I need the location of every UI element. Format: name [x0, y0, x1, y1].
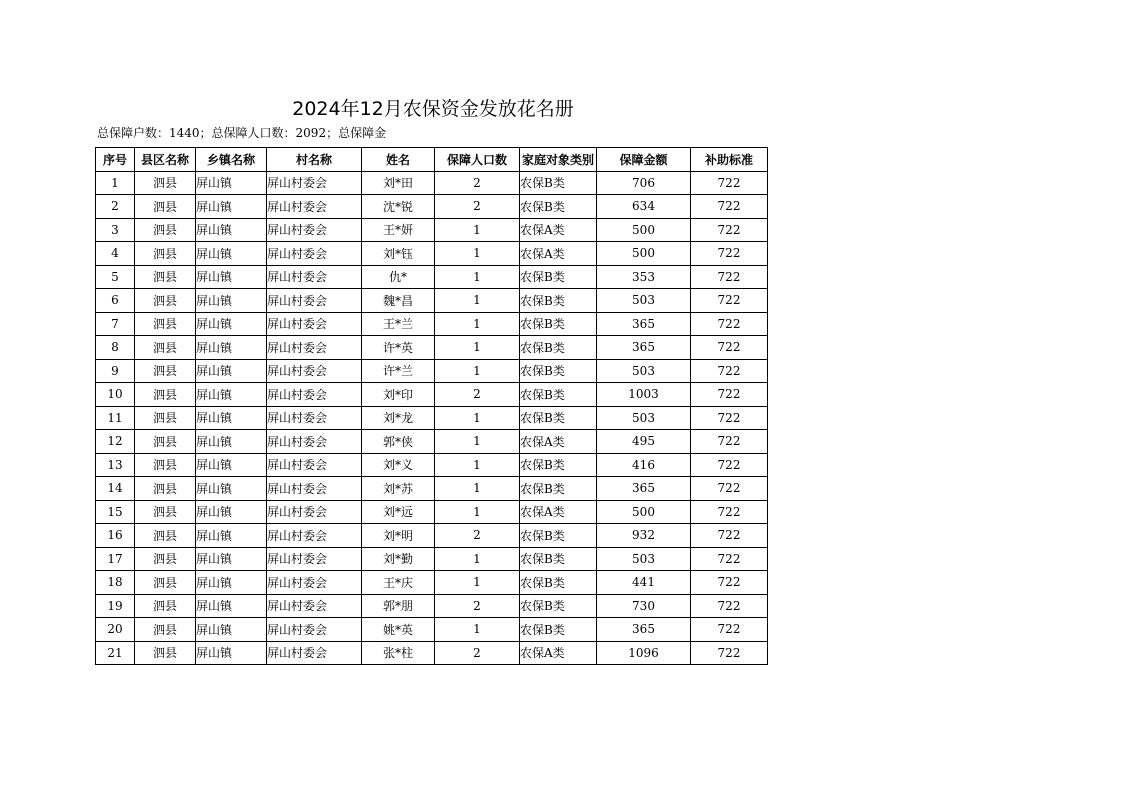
cell-index: 17 — [96, 547, 135, 571]
cell-index: 7 — [96, 312, 135, 336]
cell-name: 张*柱 — [362, 641, 435, 665]
table-row — [96, 406, 768, 430]
cell-standard: 722 — [691, 524, 768, 548]
cell-town: 屏山镇 — [196, 265, 267, 289]
cell-county: 泗县 — [135, 336, 196, 360]
cell-amount: 365 — [597, 618, 691, 642]
cell-population: 2 — [435, 195, 520, 219]
cell-index: 13 — [96, 453, 135, 477]
cell-population: 1 — [435, 336, 520, 360]
cell-category: 农保B类 — [520, 359, 597, 383]
cell-standard: 722 — [691, 547, 768, 571]
cell-amount: 353 — [597, 265, 691, 289]
cell-amount: 365 — [597, 312, 691, 336]
cell-population: 1 — [435, 618, 520, 642]
cell-amount: 500 — [597, 242, 691, 266]
cell-population: 1 — [435, 359, 520, 383]
table-row — [96, 430, 768, 454]
cell-name: 王*妍 — [362, 218, 435, 242]
cell-index: 15 — [96, 500, 135, 524]
cell-category: 农保A类 — [520, 218, 597, 242]
cell-standard: 722 — [691, 571, 768, 595]
cell-amount: 365 — [597, 336, 691, 360]
cell-population: 1 — [435, 571, 520, 595]
cell-amount: 503 — [597, 406, 691, 430]
cell-category: 农保B类 — [520, 195, 597, 219]
cell-population: 1 — [435, 406, 520, 430]
cell-population: 1 — [435, 477, 520, 501]
table-row — [96, 477, 768, 501]
cell-town: 屏山镇 — [196, 406, 267, 430]
cell-name: 仇* — [362, 265, 435, 289]
col-header-index: 序号 — [96, 148, 135, 172]
table-row — [96, 618, 768, 642]
table-row — [96, 171, 768, 195]
table-row — [96, 242, 768, 266]
cell-standard: 722 — [691, 406, 768, 430]
col-header-amount: 保障金额 — [597, 148, 691, 172]
cell-county: 泗县 — [135, 618, 196, 642]
cell-standard: 722 — [691, 383, 768, 407]
cell-village: 屏山村委会 — [267, 265, 362, 289]
cell-town: 屏山镇 — [196, 171, 267, 195]
cell-county: 泗县 — [135, 242, 196, 266]
cell-category: 农保B类 — [520, 618, 597, 642]
cell-standard: 722 — [691, 265, 768, 289]
cell-county: 泗县 — [135, 265, 196, 289]
cell-standard: 722 — [691, 500, 768, 524]
cell-town: 屏山镇 — [196, 453, 267, 477]
cell-index: 18 — [96, 571, 135, 595]
cell-county: 泗县 — [135, 195, 196, 219]
cell-name: 许*兰 — [362, 359, 435, 383]
cell-index: 9 — [96, 359, 135, 383]
cell-amount: 503 — [597, 289, 691, 313]
cell-population: 1 — [435, 289, 520, 313]
cell-category: 农保A类 — [520, 641, 597, 665]
cell-village: 屏山村委会 — [267, 453, 362, 477]
cell-county: 泗县 — [135, 453, 196, 477]
table-row — [96, 547, 768, 571]
cell-index: 5 — [96, 265, 135, 289]
cell-population: 1 — [435, 500, 520, 524]
cell-index: 8 — [96, 336, 135, 360]
cell-county: 泗县 — [135, 594, 196, 618]
cell-index: 16 — [96, 524, 135, 548]
cell-standard: 722 — [691, 430, 768, 454]
cell-category: 农保B类 — [520, 171, 597, 195]
cell-population: 1 — [435, 312, 520, 336]
cell-town: 屏山镇 — [196, 383, 267, 407]
cell-index: 3 — [96, 218, 135, 242]
cell-town: 屏山镇 — [196, 336, 267, 360]
cell-index: 12 — [96, 430, 135, 454]
cell-village: 屏山村委会 — [267, 336, 362, 360]
col-header-county: 县区名称 — [135, 148, 196, 172]
cell-index: 14 — [96, 477, 135, 501]
cell-name: 刘*田 — [362, 171, 435, 195]
table-row — [96, 336, 768, 360]
cell-population: 2 — [435, 383, 520, 407]
cell-category: 农保A类 — [520, 500, 597, 524]
table-row — [96, 594, 768, 618]
cell-category: 农保B类 — [520, 289, 597, 313]
cell-name: 刘*远 — [362, 500, 435, 524]
cell-category: 农保B类 — [520, 571, 597, 595]
cell-county: 泗县 — [135, 218, 196, 242]
cell-index: 11 — [96, 406, 135, 430]
cell-standard: 722 — [691, 312, 768, 336]
cell-index: 4 — [96, 242, 135, 266]
cell-county: 泗县 — [135, 289, 196, 313]
table-row — [96, 500, 768, 524]
cell-category: 农保B类 — [520, 453, 597, 477]
cell-name: 魏*昌 — [362, 289, 435, 313]
cell-category: 农保A类 — [520, 430, 597, 454]
cell-population: 1 — [435, 430, 520, 454]
cell-town: 屏山镇 — [196, 500, 267, 524]
cell-population: 1 — [435, 218, 520, 242]
cell-name: 沈*锐 — [362, 195, 435, 219]
cell-town: 屏山镇 — [196, 195, 267, 219]
col-header-village: 村名称 — [267, 148, 362, 172]
cell-name: 刘*苏 — [362, 477, 435, 501]
cell-amount: 932 — [597, 524, 691, 548]
cell-population: 1 — [435, 453, 520, 477]
cell-population: 2 — [435, 171, 520, 195]
cell-standard: 722 — [691, 218, 768, 242]
cell-amount: 495 — [597, 430, 691, 454]
cell-town: 屏山镇 — [196, 312, 267, 336]
cell-town: 屏山镇 — [196, 524, 267, 548]
page-title: 2024年12月农保资金发放花名册 — [292, 98, 574, 120]
summary-line: 总保障户数：1440；总保障人口数：2092；总保障金 — [97, 126, 387, 140]
cell-amount: 503 — [597, 359, 691, 383]
table-row — [96, 312, 768, 336]
cell-town: 屏山镇 — [196, 218, 267, 242]
cell-village: 屏山村委会 — [267, 383, 362, 407]
cell-county: 泗县 — [135, 547, 196, 571]
cell-category: 农保A类 — [520, 242, 597, 266]
cell-index: 2 — [96, 195, 135, 219]
cell-name: 王*庆 — [362, 571, 435, 595]
cell-standard: 722 — [691, 171, 768, 195]
cell-standard: 722 — [691, 477, 768, 501]
cell-amount: 1096 — [597, 641, 691, 665]
cell-county: 泗县 — [135, 312, 196, 336]
col-header-category: 家庭对象类别 — [520, 148, 597, 172]
cell-town: 屏山镇 — [196, 641, 267, 665]
cell-town: 屏山镇 — [196, 571, 267, 595]
cell-county: 泗县 — [135, 406, 196, 430]
col-header-town: 乡镇名称 — [196, 148, 267, 172]
cell-village: 屏山村委会 — [267, 430, 362, 454]
cell-category: 农保B类 — [520, 312, 597, 336]
cell-category: 农保B类 — [520, 547, 597, 571]
cell-category: 农保B类 — [520, 406, 597, 430]
cell-village: 屏山村委会 — [267, 594, 362, 618]
table-row — [96, 195, 768, 219]
cell-name: 刘*勤 — [362, 547, 435, 571]
col-header-name: 姓名 — [362, 148, 435, 172]
table-row — [96, 289, 768, 313]
cell-amount: 730 — [597, 594, 691, 618]
cell-amount: 365 — [597, 477, 691, 501]
cell-standard: 722 — [691, 453, 768, 477]
cell-county: 泗县 — [135, 641, 196, 665]
cell-county: 泗县 — [135, 383, 196, 407]
cell-standard: 722 — [691, 289, 768, 313]
cell-village: 屏山村委会 — [267, 359, 362, 383]
cell-standard: 722 — [691, 618, 768, 642]
cell-category: 农保B类 — [520, 336, 597, 360]
table-row — [96, 383, 768, 407]
cell-name: 刘*龙 — [362, 406, 435, 430]
cell-name: 许*英 — [362, 336, 435, 360]
cell-category: 农保B类 — [520, 524, 597, 548]
cell-town: 屏山镇 — [196, 594, 267, 618]
cell-village: 屏山村委会 — [267, 312, 362, 336]
cell-village: 屏山村委会 — [267, 618, 362, 642]
col-header-population: 保障人口数 — [435, 148, 520, 172]
table-row — [96, 641, 768, 665]
cell-village: 屏山村委会 — [267, 571, 362, 595]
cell-amount: 441 — [597, 571, 691, 595]
cell-village: 屏山村委会 — [267, 406, 362, 430]
cell-name: 刘*钰 — [362, 242, 435, 266]
cell-name: 刘*义 — [362, 453, 435, 477]
cell-name: 刘*明 — [362, 524, 435, 548]
cell-standard: 722 — [691, 195, 768, 219]
cell-amount: 706 — [597, 171, 691, 195]
cell-town: 屏山镇 — [196, 618, 267, 642]
cell-category: 农保B类 — [520, 477, 597, 501]
cell-index: 10 — [96, 383, 135, 407]
cell-amount: 416 — [597, 453, 691, 477]
cell-population: 2 — [435, 641, 520, 665]
cell-standard: 722 — [691, 641, 768, 665]
cell-town: 屏山镇 — [196, 359, 267, 383]
cell-village: 屏山村委会 — [267, 547, 362, 571]
cell-town: 屏山镇 — [196, 289, 267, 313]
cell-category: 农保B类 — [520, 594, 597, 618]
cell-name: 姚*英 — [362, 618, 435, 642]
cell-index: 6 — [96, 289, 135, 313]
cell-amount: 500 — [597, 218, 691, 242]
cell-name: 王*兰 — [362, 312, 435, 336]
cell-category: 农保B类 — [520, 265, 597, 289]
table-row — [96, 265, 768, 289]
cell-standard: 722 — [691, 594, 768, 618]
cell-amount: 503 — [597, 547, 691, 571]
cell-population: 1 — [435, 242, 520, 266]
cell-village: 屏山村委会 — [267, 218, 362, 242]
cell-village: 屏山村委会 — [267, 524, 362, 548]
table-row — [96, 359, 768, 383]
cell-name: 郭*朋 — [362, 594, 435, 618]
cell-county: 泗县 — [135, 571, 196, 595]
cell-name: 刘*印 — [362, 383, 435, 407]
cell-village: 屏山村委会 — [267, 195, 362, 219]
cell-amount: 500 — [597, 500, 691, 524]
roster-table — [95, 147, 768, 665]
cell-amount: 1003 — [597, 383, 691, 407]
cell-village: 屏山村委会 — [267, 500, 362, 524]
table-row — [96, 453, 768, 477]
cell-category: 农保B类 — [520, 383, 597, 407]
cell-population: 2 — [435, 594, 520, 618]
table-row — [96, 524, 768, 548]
cell-index: 19 — [96, 594, 135, 618]
cell-standard: 722 — [691, 242, 768, 266]
cell-amount: 634 — [597, 195, 691, 219]
cell-county: 泗县 — [135, 524, 196, 548]
cell-population: 1 — [435, 547, 520, 571]
table-row — [96, 218, 768, 242]
cell-county: 泗县 — [135, 500, 196, 524]
cell-village: 屏山村委会 — [267, 477, 362, 501]
cell-town: 屏山镇 — [196, 242, 267, 266]
cell-village: 屏山村委会 — [267, 171, 362, 195]
cell-standard: 722 — [691, 336, 768, 360]
cell-county: 泗县 — [135, 477, 196, 501]
cell-town: 屏山镇 — [196, 477, 267, 501]
cell-population: 1 — [435, 265, 520, 289]
cell-town: 屏山镇 — [196, 547, 267, 571]
cell-population: 2 — [435, 524, 520, 548]
cell-village: 屏山村委会 — [267, 641, 362, 665]
cell-standard: 722 — [691, 359, 768, 383]
cell-name: 郭*侠 — [362, 430, 435, 454]
cell-county: 泗县 — [135, 430, 196, 454]
cell-index: 21 — [96, 641, 135, 665]
header-row — [96, 148, 768, 172]
cell-village: 屏山村委会 — [267, 242, 362, 266]
roster-body — [96, 171, 768, 665]
cell-index: 20 — [96, 618, 135, 642]
table-row — [96, 571, 768, 595]
cell-village: 屏山村委会 — [267, 289, 362, 313]
cell-index: 1 — [96, 171, 135, 195]
col-header-standard: 补助标准 — [691, 148, 768, 172]
cell-county: 泗县 — [135, 359, 196, 383]
cell-county: 泗县 — [135, 171, 196, 195]
cell-town: 屏山镇 — [196, 430, 267, 454]
